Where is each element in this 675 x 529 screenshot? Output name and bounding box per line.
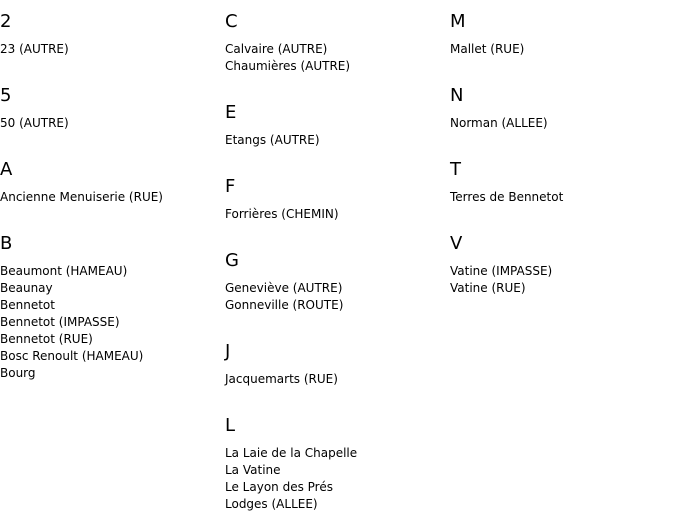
street-list — [225, 272, 445, 330]
letter-heading: B — [0, 233, 13, 254]
index-column-1 — [0, 0, 220, 398]
street-link[interactable]: Beaumont (HAMEAU) — [0, 264, 128, 278]
street-link[interactable]: Calvaire (AUTRE) — [225, 42, 328, 56]
street-list — [450, 107, 670, 148]
street-list — [225, 33, 445, 91]
street-link[interactable]: La Vatine — [225, 463, 281, 477]
letter-group — [450, 148, 670, 222]
letter-group — [225, 330, 445, 404]
street-link[interactable]: Gonneville (ROUTE) — [225, 298, 344, 312]
letter-heading: N — [450, 85, 464, 106]
letter-group — [0, 148, 220, 222]
street-link[interactable]: Terres de Bennetot — [450, 190, 564, 204]
street-link[interactable]: Bennetot (RUE) — [0, 332, 93, 346]
letter-group — [225, 91, 445, 165]
street-link[interactable]: Bosc Renoult (HAMEAU) — [0, 349, 144, 363]
street-link[interactable]: Etangs (AUTRE) — [225, 133, 320, 147]
street-list — [225, 198, 445, 239]
street-link[interactable]: Bourg — [0, 366, 36, 380]
letter-heading: G — [225, 250, 239, 271]
letter-heading: E — [225, 102, 237, 123]
street-link[interactable]: Geneviève (AUTRE) — [225, 281, 343, 295]
street-link[interactable]: Mallet (RUE) — [450, 42, 525, 56]
letter-group — [0, 0, 220, 74]
letter-heading: A — [0, 159, 13, 180]
street-list — [450, 181, 670, 222]
letter-heading: 2 — [0, 11, 12, 32]
letter-group — [0, 74, 220, 148]
letter-heading: C — [225, 11, 238, 32]
letter-heading: F — [225, 176, 236, 197]
street-list — [0, 33, 220, 74]
street-link[interactable]: Forrières (CHEMIN) — [225, 207, 339, 221]
street-link[interactable]: Ancienne Menuiserie (RUE) — [0, 190, 163, 204]
street-link[interactable]: Lodges (ALLEE) — [225, 497, 318, 511]
street-link[interactable]: Jacquemarts (RUE) — [225, 372, 338, 386]
street-link[interactable]: Norman (ALLEE) — [450, 116, 548, 130]
street-list — [225, 437, 445, 529]
letter-group — [225, 239, 445, 330]
letter-heading: T — [450, 159, 461, 180]
letter-group — [225, 404, 445, 529]
street-list — [0, 181, 220, 222]
letter-group — [450, 222, 670, 313]
street-link[interactable]: La Laie de la Chapelle — [225, 446, 358, 460]
letter-heading: 5 — [0, 85, 12, 106]
street-list — [450, 33, 670, 74]
letter-group — [450, 74, 670, 148]
index-column-3 — [450, 0, 670, 313]
street-link[interactable]: 23 (AUTRE) — [0, 42, 69, 56]
street-link[interactable]: 50 (AUTRE) — [0, 116, 69, 130]
street-list — [450, 255, 670, 313]
street-list — [225, 363, 445, 404]
street-link[interactable]: Vatine (RUE) — [450, 281, 526, 295]
street-list — [225, 124, 445, 165]
index-column-2 — [225, 0, 445, 529]
letter-heading: L — [225, 415, 236, 436]
street-link[interactable]: Bennetot — [0, 298, 55, 312]
letter-group — [450, 0, 670, 74]
street-link[interactable]: Le Layon des Prés — [225, 480, 333, 494]
letter-heading: M — [450, 11, 466, 32]
street-list — [0, 255, 220, 398]
letter-heading: J — [225, 341, 231, 362]
street-link[interactable]: Chaumières (AUTRE) — [225, 59, 351, 73]
street-link[interactable]: Beaunay — [0, 281, 53, 295]
letter-heading: V — [450, 233, 463, 254]
letter-group — [225, 0, 445, 91]
street-list — [0, 107, 220, 148]
street-link[interactable]: Bennetot (IMPASSE) — [0, 315, 120, 329]
letter-group — [0, 222, 220, 398]
letter-group — [225, 165, 445, 239]
street-link[interactable]: Vatine (IMPASSE) — [450, 264, 553, 278]
